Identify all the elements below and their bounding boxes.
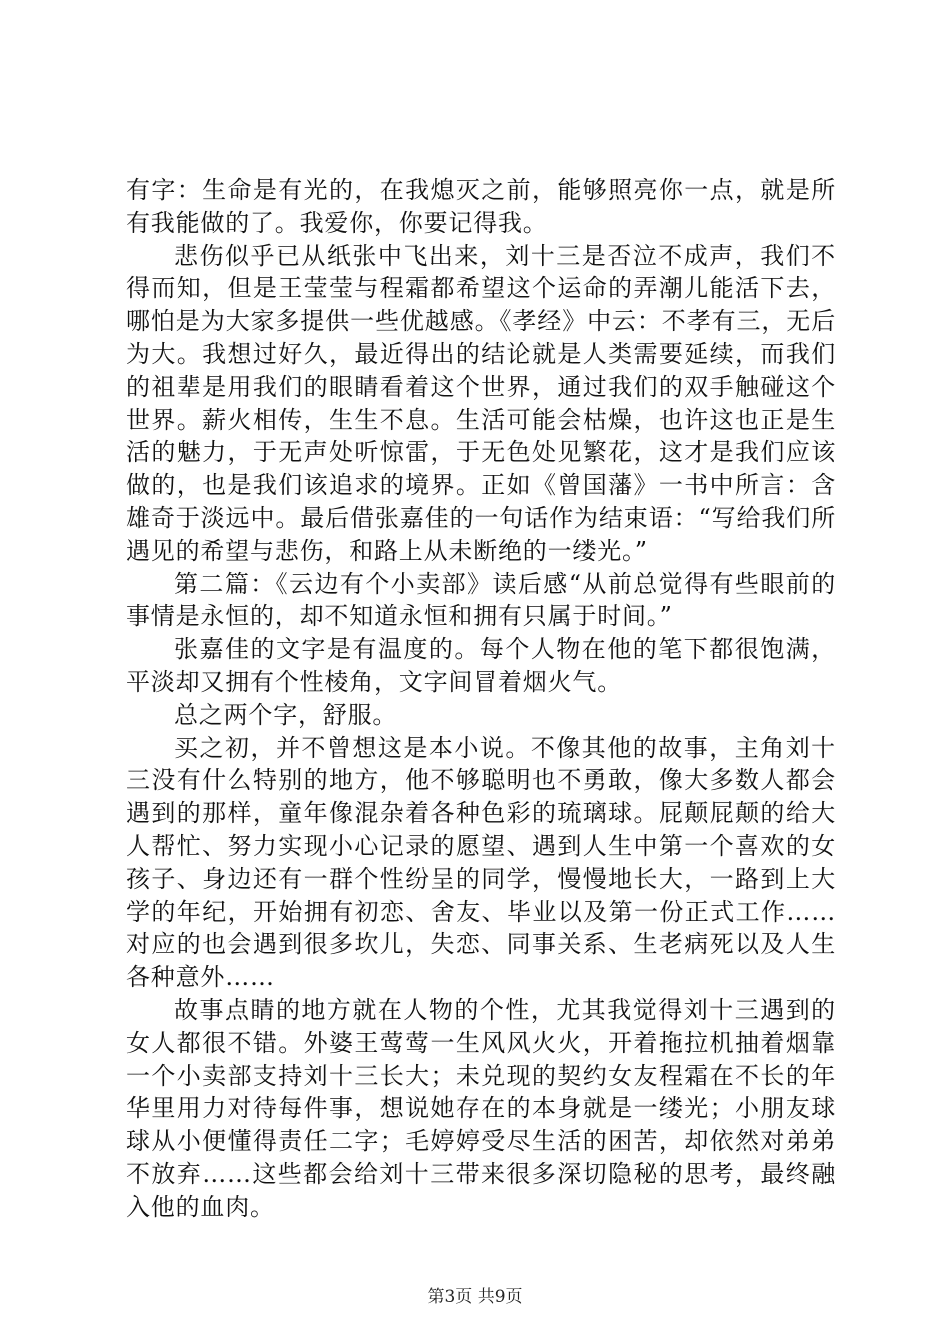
page-footer: 第3页 共9页	[427, 1287, 523, 1307]
paragraph-6: 买之初，并不曾想这是本小说。不像其他的故事，主角刘十三没有什么特别的地方，他不够聪明也不勇敢，像大多数人都会遇到的那样，童年像混杂着各种色彩的琉璃球。屁颠屁颠的给大人帮忙、努力实现小心记录的愿望、遇到人生中第一个喜欢的女孩子、身边还有一群个性纷呈的同学，慢慢地长大，一路到上大学的年纪，开始拥有初恋、舍友、毕业以及第一份正式工作……对应的也会遇到很多坎儿，失恋、同事关系、生老病死以及人生各种意外……	[126, 733, 836, 992]
paragraph-2: 悲伤似乎已从纸张中飞出来，刘十三是否泣不成声，我们不得而知，但是王莹莹与程霜都希望这个运命的弄潮儿能活下去，哪怕是为大家多提供一些优越感。《孝经》中云：不孝有三，无后为大。我想过好久，最近得出的结论就是人类需要延续，而我们的祖辈是用我们的眼睛看着这个世界，通过我们的双手触碰这个世界。薪火相传，生生不息。生活可能会枯燥，也许这也正是生活的魅力，于无声处听惊雷，于无色处见繁花，这才是我们应该做的，也是我们该追求的境界。正如《曾国藩》一书中所言：含雄奇于淡远中。最后借张嘉佳的一句话作为结束语：“写给我们所遇见的希望与悲伤，和路上从未断绝的一缕光。”	[126, 241, 836, 565]
document-body	[126, 174, 836, 1224]
paragraph-5: 总之两个字，舒服。	[174, 700, 398, 729]
paragraph-1: 有字：生命是有光的，在我熄灭之前，能够照亮你一点，就是所有我能做的了。我爱你，你要记得我。	[126, 176, 836, 237]
paragraph-3: 第二篇：《云边有个小卖部》读后感“从前总觉得有些眼前的事情是永恒的，却不知道永恒和拥有只属于时间。”	[126, 569, 836, 631]
paragraph-7: 故事点睛的地方就在人物的个性，尤其我觉得刘十三遇到的女人都很不错。外婆王莺莺一生风风火火，开着拖拉机抽着烟靠一个小卖部支持刘十三长大；未兑现的契约女友程霜在不长的年华里用力对待每件事，想说她存在的本身就是一缕光；小朋友球球从小便懂得责任二字；毛婷婷受尽生活的困苦，却依然对弟弟不放弃……这些都会给刘十三带来很多深切隐秘的思考，最终融入他的血肉。	[126, 995, 836, 1221]
paragraph-4: 张嘉佳的文字是有温度的。每个人物在他的笔下都很饱满，平淡却又拥有个性棱角，文字间冒着烟火气。	[126, 635, 836, 696]
